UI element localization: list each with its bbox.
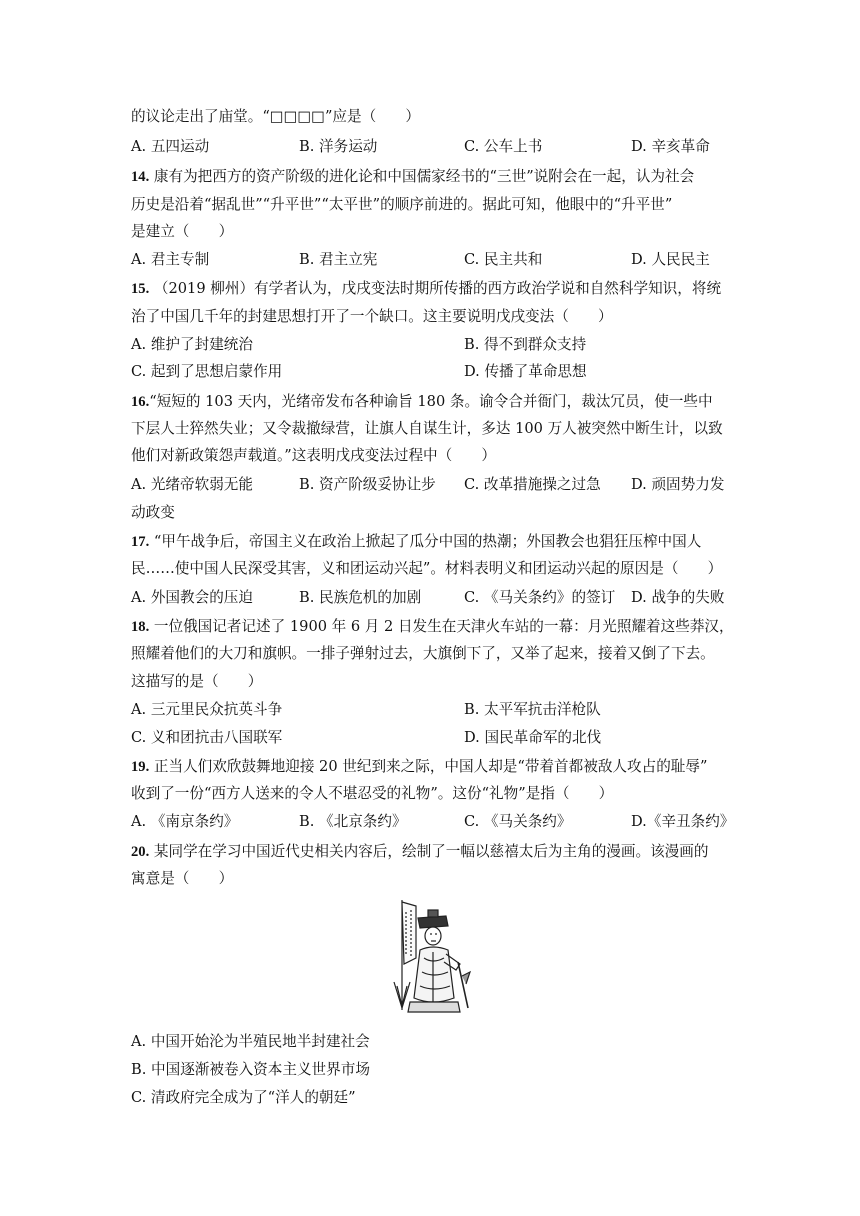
question-text-line: 的议论走出了庙堂。“□□□□”应是（ ） (131, 108, 420, 125)
q20-option-b: B. 中国逐渐被卷入资本主义世界市场 (131, 1061, 370, 1078)
q17-number: 17. (131, 534, 150, 550)
q20-number: 20. (131, 844, 150, 860)
q15-option-d: D. 传播了革命思想 (464, 363, 587, 380)
q15-option-a: A. 维护了封建统治 (131, 336, 253, 353)
q19-option-a: A. 《南京条约》 (131, 813, 239, 830)
q14-option-a: A. 君主专制 (131, 251, 210, 268)
q16-line-2: 下层人士猝然失业；又令裁撤绿营，让旗人自谋生计，多达 100 万人被突然中断生计，以致 (131, 420, 723, 437)
q17-line-2: 民……使中国人民深受其害，义和团运动兴起”。材料表明义和团运动兴起的原因是（ ） (131, 560, 723, 577)
q19-option-b: B. 《北京条约》 (299, 813, 407, 830)
q17-option-d: D. 战争的失败 (631, 589, 725, 606)
q16-option-a: A. 光绪帝软弱无能 (131, 476, 253, 493)
q14-option-c: C. 民主共和 (464, 251, 543, 268)
q18-line-3: 这描写的是（ ） (131, 673, 263, 690)
q14-line-1: 14. 康有为把西方的资产阶级的进化论和中国儒家经书的“三世”说附会在一起，认为社会 (131, 168, 695, 185)
q13-option-a: A. 五四运动 (131, 138, 210, 155)
q16-line-1: 16.“短短的 103 天内，光绪帝发布各种谕旨 180 条。谕令合并衙门，裁汰冗员，使一些中 (131, 393, 713, 410)
q20-line-2: 寓意是（ ） (131, 870, 234, 887)
q16-line-3: 他们对新政策怨声载道。”这表明戊戌变法过程中（ ） (131, 447, 497, 464)
cixi-cartoon-image (388, 898, 472, 1018)
q15-option-b: B. 得不到群众支持 (464, 336, 587, 353)
q18-number: 18. (131, 619, 150, 635)
q19-line-1: 19. 正当人们欢欣鼓舞地迎接 20 世纪到来之际，中国人却是“带着首都被敌人攻占的耻辱” (131, 758, 708, 775)
q18-option-b: B. 太平军抗击洋枪队 (464, 701, 601, 718)
q14-number: 14. (131, 169, 150, 185)
q17-option-b: B. 民族危机的加剧 (299, 589, 422, 606)
q18-option-a: A. 三元里民众抗英斗争 (131, 701, 283, 718)
q14-line-3: 是建立（ ） (131, 223, 234, 240)
q17-line-1: 17. “甲午战争后，帝国主义在政治上掀起了瓜分中国的热潮；外国教会也猖狂压榨中国人 (131, 533, 702, 550)
q19-number: 19. (131, 759, 150, 775)
q20-option-a: A. 中国开始沦为半殖民地半封建社会 (131, 1033, 370, 1050)
q15-number: 15. (131, 281, 150, 297)
q17-option-c: C. 《马关条约》的签订 (464, 589, 616, 606)
q19-line-2: 收到了一份“西方人送来的令人不堪忍受的礼物”。这份“礼物”是指（ ） (131, 785, 614, 802)
q19-option-d: D.《辛丑条约》 (631, 813, 735, 830)
q14-option-b: B. 君主立宪 (299, 251, 378, 268)
q15-line-1: 15. （2019 柳州）有学者认为，戊戌变法时期所传播的西方政治学说和自然科学知识，将统 (131, 280, 722, 297)
q16-option-d: D. 顽固势力发 (631, 476, 725, 493)
q20-line-1: 20. 某同学在学习中国近代史相关内容后，绘制了一幅以慈禧太后为主角的漫画。该漫画的 (131, 843, 709, 860)
q16-number: 16. (131, 394, 150, 410)
q15-option-c: C. 起到了思想启蒙作用 (131, 363, 283, 380)
q16-option-b: B. 资产阶级妥协让步 (299, 476, 436, 493)
q20-option-c: C. 清政府完全成为了“洋人的朝廷” (131, 1089, 356, 1106)
q18-line-2: 照耀着他们的大刀和旗帜。一排子弹射过去，大旗倒下了，又举了起来，接着又倒了下去。 (131, 645, 715, 662)
q16-option-c: C. 改革措施操之过急 (464, 476, 601, 493)
q18-line-1: 18. 一位俄国记者记述了 1900 年 6 月 2 日发生在天津火车站的一幕：月光照耀着这些莽汉， (131, 618, 734, 635)
q17-option-a: A. 外国教会的压迫 (131, 589, 253, 606)
q18-option-c: C. 义和团抗击八国联军 (131, 729, 283, 746)
q18-option-d: D. 国民革命军的北伐 (464, 729, 602, 746)
q13-option-d: D. 辛亥革命 (631, 138, 710, 155)
q16-option-d-wrap: 动政变 (131, 504, 175, 521)
q15-line-2: 治了中国几千年的封建思想打开了一个缺口。这主要说明戊戌变法（ ） (131, 308, 613, 325)
q14-line-2: 历史是沿着“据乱世”“升平世”“太平世”的顺序前进的。据此可知，他眼中的“升平世” (131, 196, 673, 213)
q19-option-c: C. 《马关条约》 (464, 813, 572, 830)
q13-option-c: C. 公车上书 (464, 138, 543, 155)
q13-option-b: B. 洋务运动 (299, 138, 378, 155)
q14-option-d: D. 人民民主 (631, 251, 710, 268)
